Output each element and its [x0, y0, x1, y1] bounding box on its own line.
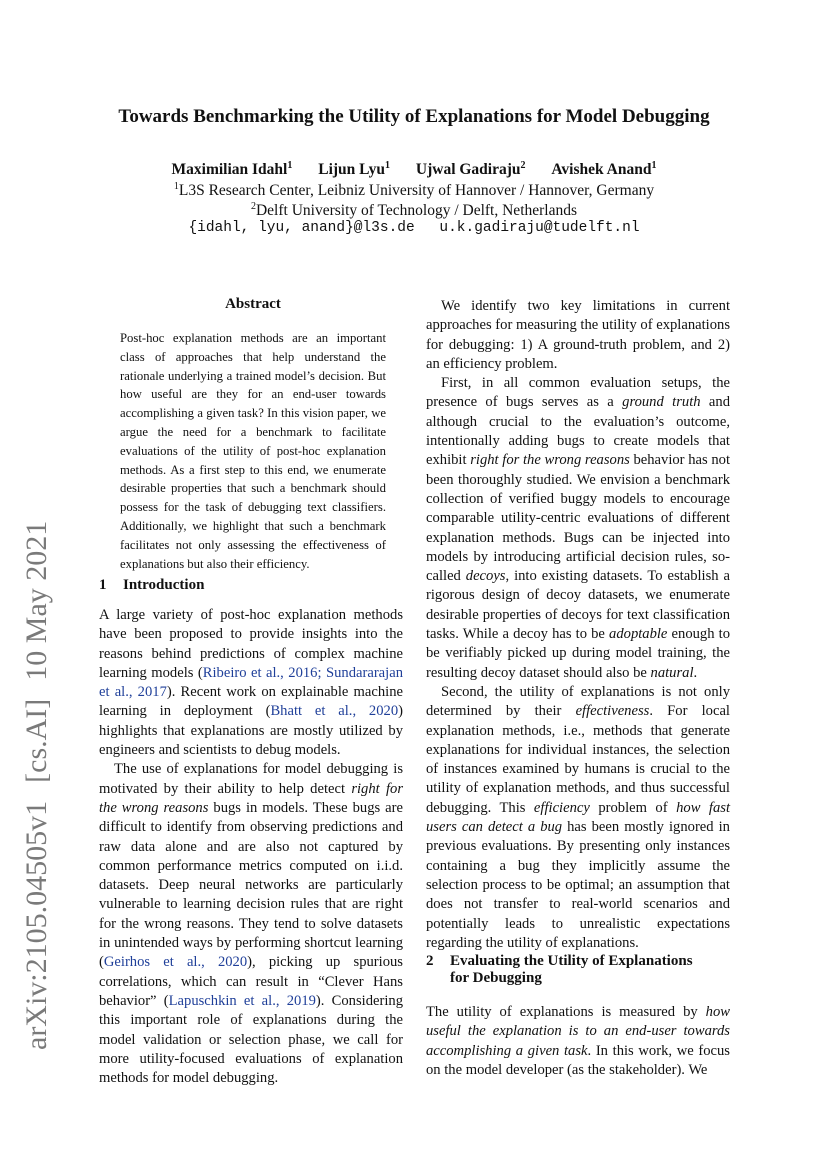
author-name: Lijun Lyu$^1$	[318, 160, 391, 179]
author-name: Maximilian Idahl$^1$	[171, 160, 293, 179]
right-column	[426, 297, 730, 953]
citation-link[interactable]: Geirhos et al., 2020	[103, 954, 248, 971]
author-list	[0, 160, 828, 179]
citation-link[interactable]: Lapuschkin et al., 2019	[168, 992, 316, 1009]
author-emails	[0, 220, 828, 236]
author-name: Avishek Anand$^1$	[551, 160, 657, 179]
paragraph: Second, the utility of explanations is not only determined by their effectiveness. For local explanation methods, i.e., methods that generate explanations for individual instances, the selection of instances examined by humans is crucial to the utility of explanation methods, and thus successful debugging. This efficiency problem of how fast users can detect a bug has been mostly ignored in previous evaluations. By presenting only instances containing a bug they implicitly assume the selection process to be optimal; an assumption that does not transfer to real-world scenarios and potentially leads to unrealistic expectations regarding the utility of explanations.	[426, 683, 730, 951]
citation-link[interactable]: Ribeiro et al., 2016; Sundararajan et al., 2017	[99, 664, 403, 701]
email: {idahl, lyu, anand}@l3s.de	[188, 220, 415, 236]
affiliation: $^1$L3S Research Center, Leibniz University of Hannover / Hannover, Germany	[173, 181, 655, 200]
arxiv-stamp: arXiv:2105.04505v1[cs.AI]10 May 2021	[20, 520, 53, 1050]
section-heading: 1 Introduction	[99, 577, 205, 593]
section2-body	[426, 1003, 730, 1080]
affiliation: $^2$Delft University of Technology / Delft, Netherlands	[250, 201, 578, 220]
paragraph: We identify two key limitations in current approaches for measuring the utility of explanations for debugging: 1) A ground-truth problem, and 2) an efficiency problem.	[426, 298, 730, 372]
citation-link[interactable]: Bhatt et al., 2020	[270, 703, 399, 720]
abstract-heading: Abstract	[225, 296, 281, 312]
abstract-text: Post-hoc explanation methods are an important class of approaches that help understand the rationale underlying a trained model’s decision. But how useful are they for an end-user towards accomplishing a given task? In this vision paper, we argue the need for a benchmark to facilitate evaluations of the utility of post-hoc explanation methods. As a first step to this end, we enumerate desirable properties that such a benchmark should possess for the task of debugging text classifiers. Additionally, we highlight that such a benchmark facilitates not only assessing the effectiveness of explanations but also their efficiency.	[120, 331, 386, 571]
left-column	[99, 606, 403, 1088]
email: u.k.gadiraju@tudelft.nl	[439, 220, 640, 236]
paragraph: First, in all common evaluation setups, the presence of bugs serves as a ground truth and although crucial to the evaluation’s outcome, intentionally adding bugs to create models that exhibit right for the wrong reasons behavior has not been thoroughly studied. We envision a benchmark collection of verified buggy models to encourage comparable utility-centric evaluations of different explanation methods. Bugs can be injected into models by introducing artificial decision rules, so-called decoys, into existing datasets. To establish a rigorous design of decoy datasets, we enumerate desirable properties of decoys for text classification tasks. While a decoy has to be adoptable enough to be verifiably picked up during model training, the resulting decoy dataset should also be natural.	[426, 375, 731, 681]
author-name: Ujwal Gadiraju$^2$	[415, 160, 526, 179]
section-heading: 2 Evaluating the Utility of Explanations for Debugging	[426, 953, 693, 986]
paper-title: Towards Benchmarking the Utility of Explanations for Model Debugging	[118, 106, 710, 127]
paragraph: The utility of explanations is measured by how useful the explanation is to an end-user towards accomplishing a given task. In this work, we focus on the model developer (as the stakeholder). We	[426, 1004, 730, 1078]
paragraph: The use of explanations for model debugging is motivated by their ability to help detect right for the wrong reasons bugs in models. These bugs are difficult to identify from observing predictions and raw data alone and are also not captured by common performance metrics computed on i.i.d. datasets. Deep neural networks are particularly vulnerable to learning decision rules that are right for the wrong reasons. They tend to solve datasets in unintended ways by performing shortcut learning (Geirhos et al., 2020), picking up spurious correlations, which can result in “Clever Hans behavior” (Lapuschkin et al., 2019). Considering this important role of explanations during the model validation or selection phase, we call for more utility-focused evaluations of explanation methods for model debugging.	[99, 761, 404, 1087]
paragraph: A large variety of post-hoc explanation methods have been proposed to provide insights into the reasons behind predictions of complex machine learning models (Ribeiro et al., 2016; Sundararajan et al., 2017). Recent work on explainable machine learning in deployment (Bhatt et al., 2020) highlights that explanations are mostly utilized by engineers and scientists to debug models.	[99, 607, 403, 759]
